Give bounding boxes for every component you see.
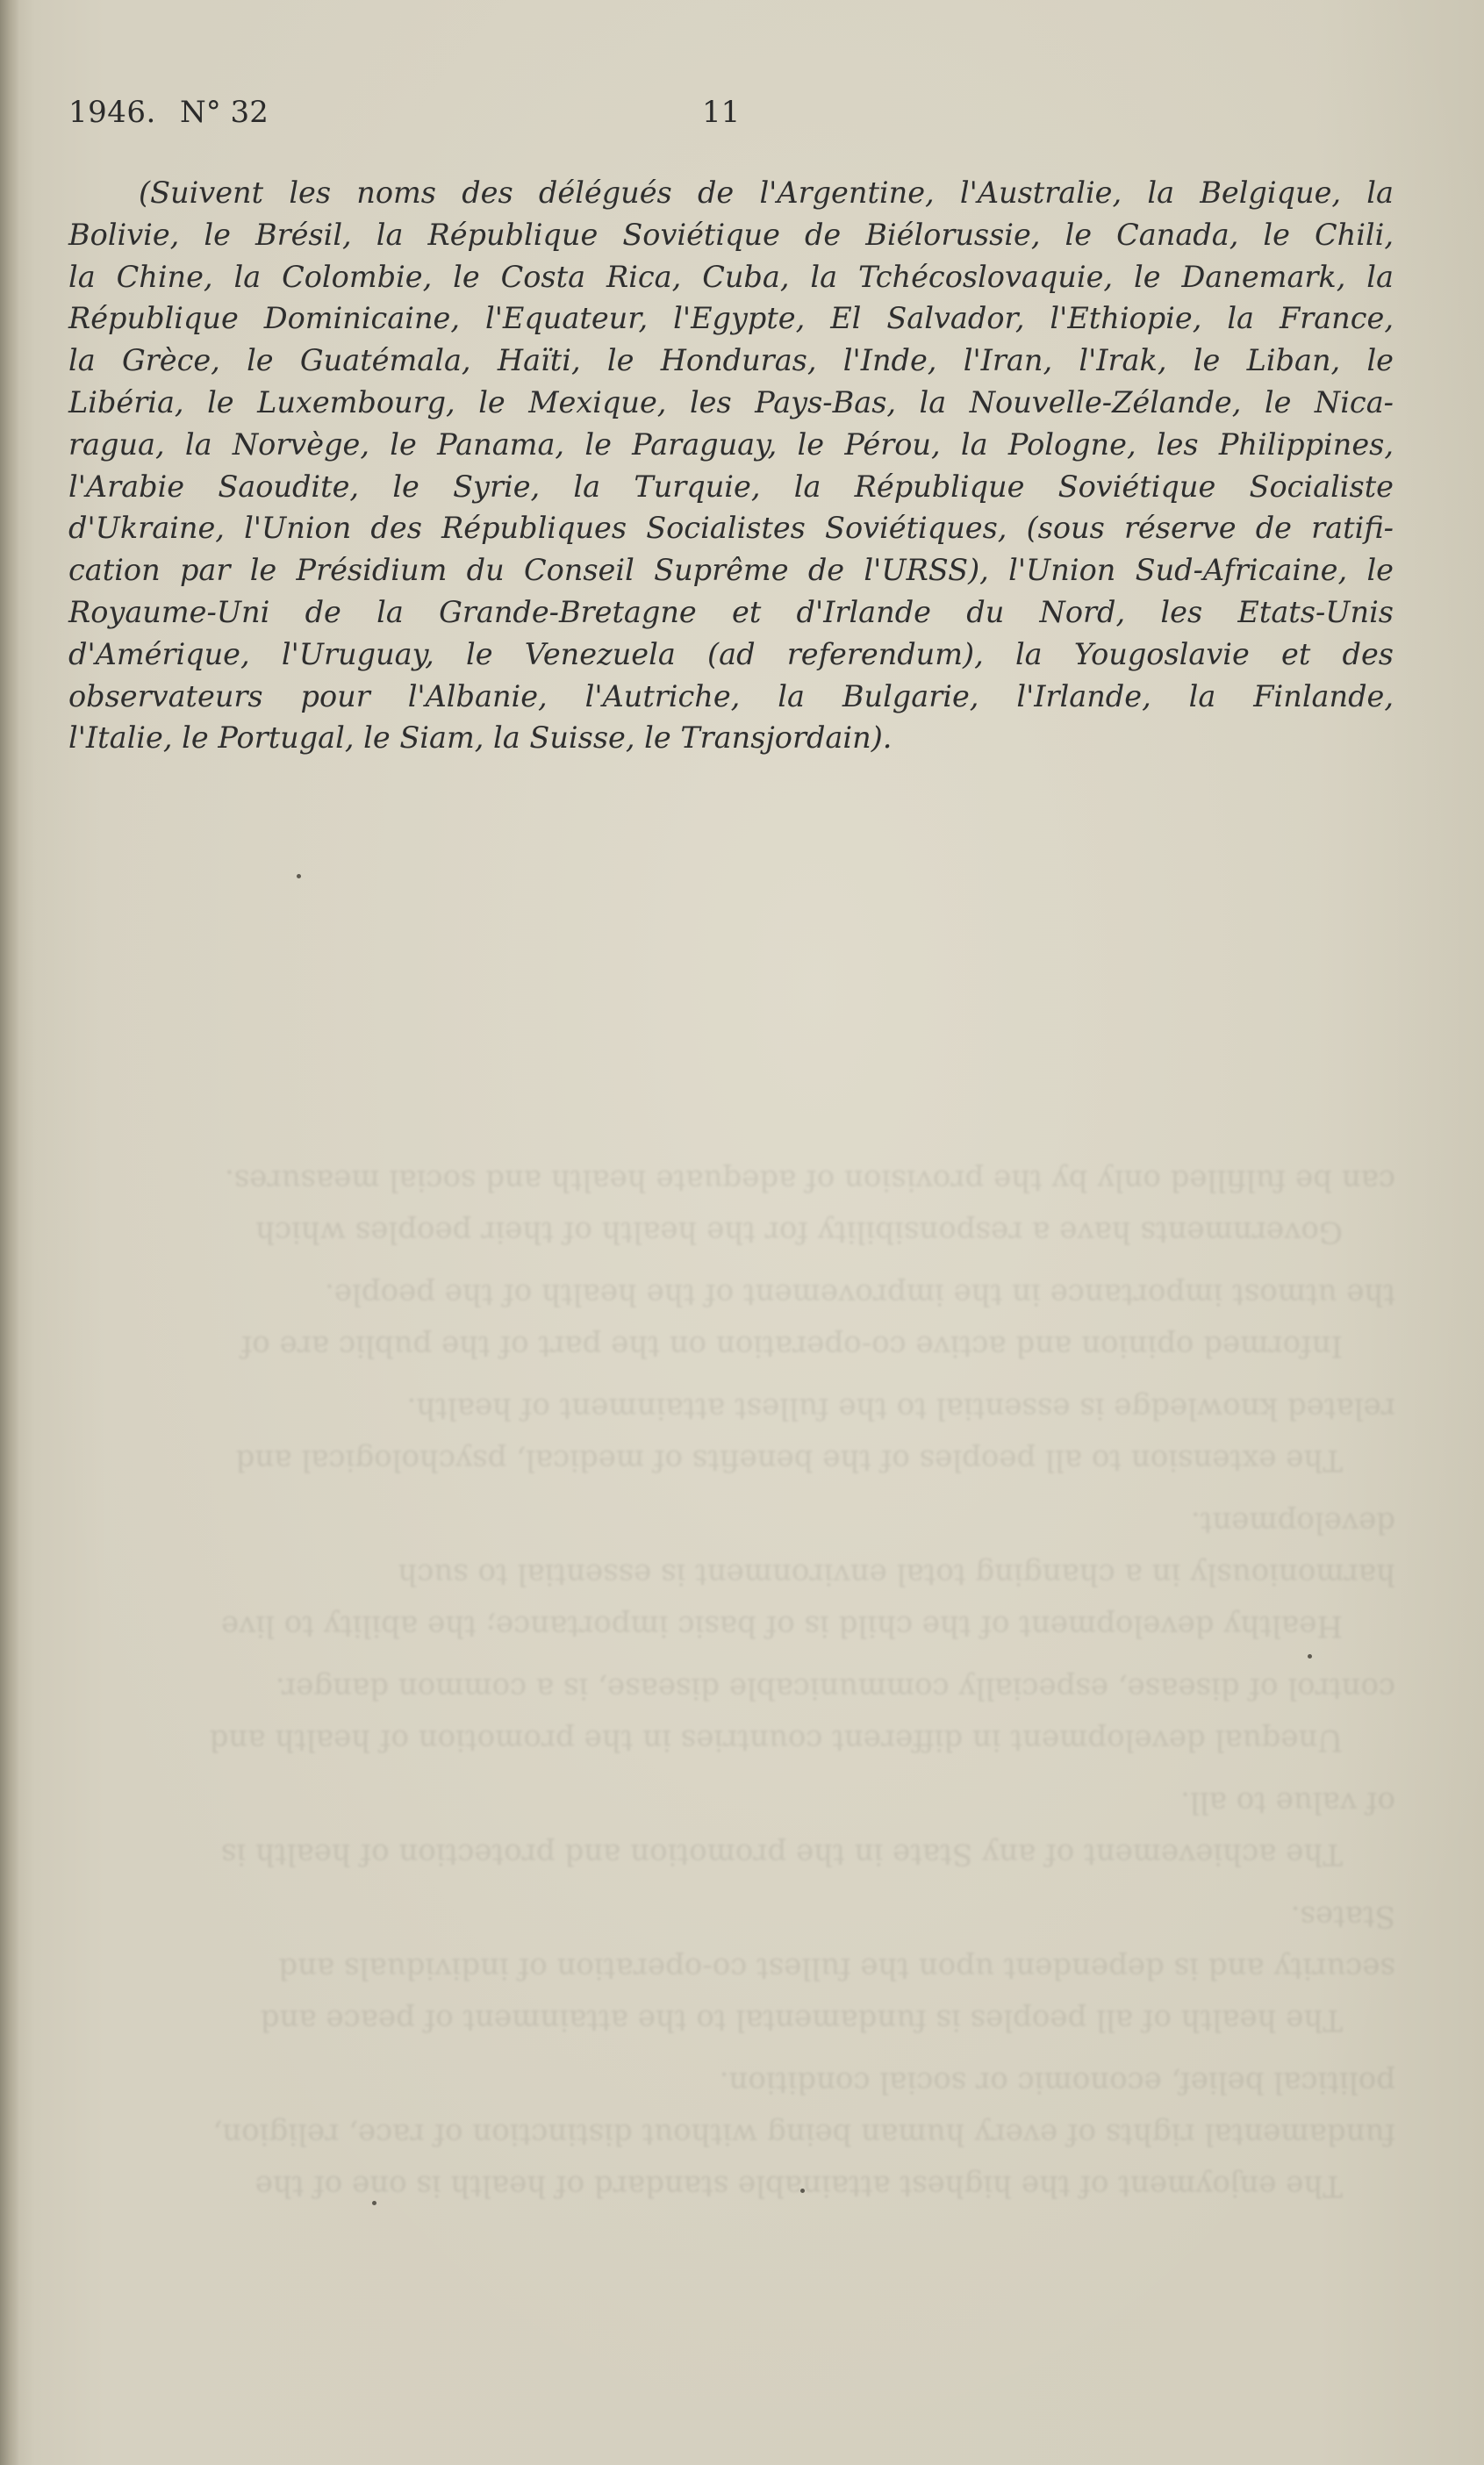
delegates-paragraph bbox=[68, 172, 1394, 759]
paragraph-line: (Suivent les noms des délégués de l'Argentine, l'Australie, la Belgique, la bbox=[139, 176, 1394, 210]
paragraph-line: Bolivie, le Brésil, la République Soviétique de Biélorussie, le Canada, le Chili, bbox=[68, 217, 1394, 252]
speck bbox=[1308, 1654, 1312, 1659]
show-through-reverse-side: The enjoyment of the highest attainable standard of health is one of the fundamental rights of every human being without distinction of race, religion, political belief, economic or social condition. The health of all peoples is fundamental to the attainment of peace and security and is dependent upon the fullest co-operation of individuals and States. The achievement of any State in the promotion and protection of health is of value to all. Unequal development in different countries in the promotion of health and control of disease, especially communicable disease, is a common danger. Healthy development of the child is of basic importance; the ability to live harmoniously in a changing total environment is essential to such development. The extension to all peoples of the benefits of medical, psychological and related knowledge is essential to the fullest attainment of health. Informed opinion and active co-operation on the part of the public are of the utmost importance in the improvement of the health of the people. Governments have a responsibility for the health of their peoples which can be fulfilled only by the provision of adequate health and social measures. bbox=[209, 1163, 1395, 2203]
paragraph-line: l'Italie, le Portugal, le Siam, la Suisse, le Transjordain). bbox=[68, 720, 893, 756]
paragraph-line: la Grèce, le Guatémala, Haïti, le Honduras, l'Inde, l'Iran, l'Irak, le Liban, le bbox=[68, 343, 1394, 378]
page-number: 11 bbox=[702, 95, 741, 130]
paragraph-line: ragua, la Norvège, le Panama, le Paraguay, le Pérou, la Pologne, les Philippines, bbox=[68, 426, 1394, 462]
paragraph-line: Royaume-Uni de la Grande-Bretagne et d'Irlande du Nord, les Etats-Unis bbox=[68, 594, 1394, 629]
speck bbox=[800, 2189, 805, 2193]
header-issue-number: N° 32 bbox=[180, 95, 269, 130]
paragraph-line: Libéria, le Luxembourg, le Mexique, les Pays-Bas, la Nouvelle-Zélande, le Nica- bbox=[68, 384, 1394, 419]
paragraph-line: d'Ukraine, l'Union des Républiques Socialistes Soviétiques, (sous réserve de ratifi- bbox=[68, 511, 1394, 546]
paragraph-line: d'Amérique, l'Uruguay, le Venezuela (ad referendum), la Yougoslavie et des bbox=[68, 636, 1394, 671]
paragraph-line: observateurs pour l'Albanie, l'Autriche, la Bulgarie, l'Irlande, la Finlande, bbox=[68, 678, 1394, 713]
speck bbox=[372, 2201, 376, 2205]
paragraph-line: l'Arabie Saoudite, le Syrie, la Turquie, la République Soviétique Socialiste bbox=[68, 469, 1394, 504]
paragraph-line: cation par le Présidium du Conseil Suprême de l'URSS), l'Union Sud-Africaine, le bbox=[68, 553, 1394, 588]
page-header bbox=[0, 95, 1484, 147]
binding-shadow bbox=[0, 0, 19, 2465]
header-year: 1946. bbox=[68, 95, 156, 130]
paragraph-line: la Chine, la Colombie, le Costa Rica, Cuba, la Tchécoslovaquie, le Danemark, la bbox=[68, 259, 1394, 294]
paragraph-line: République Dominicaine, l'Equateur, l'Egypte, El Salvador, l'Ethiopie, la France, bbox=[68, 301, 1394, 336]
speck bbox=[297, 874, 301, 878]
